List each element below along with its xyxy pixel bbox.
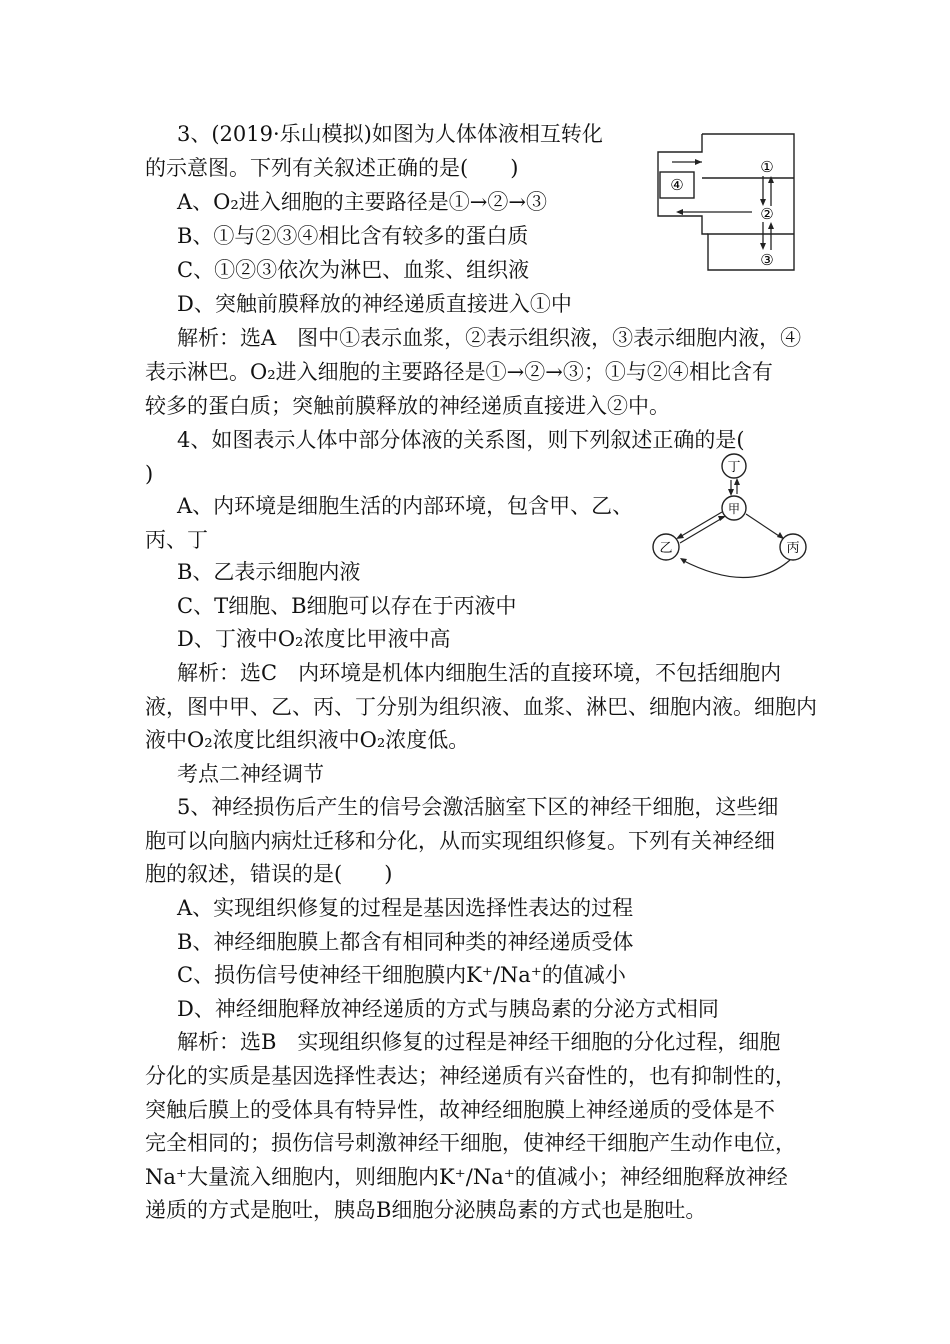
q3-option-c: C、①②③依次为淋巴、血浆、组织液 — [177, 258, 530, 282]
label-3: ③ — [760, 251, 774, 269]
node-ding: 丁 — [727, 460, 741, 475]
node-yi: 乙 — [659, 541, 673, 556]
q5-option-b: B、神经细胞膜上都含有相同种类的神经递质受体 — [177, 930, 634, 954]
q3-analysis: 解析：选A 图中①表示血浆，②表示组织液，③表示细胞内液，④ — [177, 326, 802, 350]
q4-option-a: A、内环境是细胞生活的内部环境，包含甲、乙、 — [177, 494, 634, 518]
q3-stem: 3、(2019·乐山模拟)如图为人体体液相互转化 — [177, 122, 603, 146]
q5-stem-cont: 胞的叙述，错误的是( ) — [145, 862, 393, 886]
q3-analysis-cont: 较多的蛋白质；突触前膜释放的神经递质直接进入②中。 — [145, 394, 670, 418]
q5-analysis-cont: 递质的方式是胞吐，胰岛B细胞分泌胰岛素的方式也是胞吐。 — [145, 1198, 707, 1222]
q5-analysis-cont: 突触后膜上的受体具有特异性，故神经细胞膜上神经递质的受体是不 — [145, 1098, 775, 1122]
q4-analysis: 解析：选C 内环境是机体内细胞生活的直接环境，不包括细胞内 — [177, 661, 782, 685]
q5-option-d: D、神经细胞释放神经递质的方式与胰岛素的分泌方式相同 — [177, 997, 719, 1021]
q5-option-c: C、损伤信号使神经干细胞膜内K⁺/Na⁺的值减小 — [177, 963, 626, 987]
q5-option-a: A、实现组织修复的过程是基因选择性表达的过程 — [177, 896, 634, 920]
q4-analysis-cont: 液中O₂浓度比组织液中O₂浓度低。 — [145, 728, 470, 752]
node-bing: 丙 — [786, 541, 800, 556]
q4-option-d: D、丁液中O₂浓度比甲液中高 — [177, 627, 451, 651]
q4-analysis-cont: 液，图中甲、乙、丙、丁分别为组织液、血浆、淋巴、细胞内液。细胞内 — [145, 695, 817, 719]
label-1: ① — [760, 158, 774, 176]
q4-option-a-cont: 丙、丁 — [145, 528, 208, 552]
q3-analysis-cont: 表示淋巴。O₂进入细胞的主要路径是①→②→③；①与②④相比含有 — [145, 360, 773, 384]
q5-analysis: 解析：选B 实现组织修复的过程是神经干细胞的分化过程，细胞 — [177, 1030, 781, 1054]
q5-stem: 5、神经损伤后产生的信号会激活脑室下区的神经干细胞，这些细 — [177, 795, 779, 819]
node-jia: 甲 — [727, 502, 741, 516]
q3-body-fluid-diagram — [650, 132, 800, 278]
q4-option-b: B、乙表示细胞内液 — [177, 560, 361, 584]
q3-option-a: A、O₂进入细胞的主要路径是①→②→③ — [177, 190, 547, 214]
q4-option-c: C、T细胞、B细胞可以存在于丙液中 — [177, 594, 517, 618]
q5-analysis-cont: 分化的实质是基因选择性表达；神经递质有兴奋性的，也有抑制性的， — [145, 1064, 796, 1088]
q4-stem-cont: ) — [145, 462, 154, 486]
q3-option-d: D、突触前膜释放的神经递质直接进入①中 — [177, 292, 572, 316]
q5-analysis-cont: Na⁺大量流入细胞内，则细胞内K⁺/Na⁺的值减小；神经细胞释放神经 — [145, 1165, 788, 1189]
q5-stem-cont: 胞可以向脑内病灶迁移和分化，从而实现组织修复。下列有关神经细 — [145, 829, 775, 853]
q5-analysis-cont: 完全相同的；损伤信号刺激神经干细胞，使神经干细胞产生动作电位， — [145, 1131, 796, 1155]
label-2: ② — [760, 205, 774, 223]
q4-stem: 4、如图表示人体中部分体液的关系图，则下列叙述正确的是( — [177, 428, 745, 452]
section-heading: 考点二神经调节 — [177, 762, 324, 786]
q4-fluid-relation-diagram — [650, 450, 810, 589]
q3-option-b: B、①与②③④相比含有较多的蛋白质 — [177, 224, 529, 248]
q3-stem-cont: 的示意图。下列有关叙述正确的是( ) — [145, 156, 519, 180]
label-4: ④ — [670, 176, 684, 194]
